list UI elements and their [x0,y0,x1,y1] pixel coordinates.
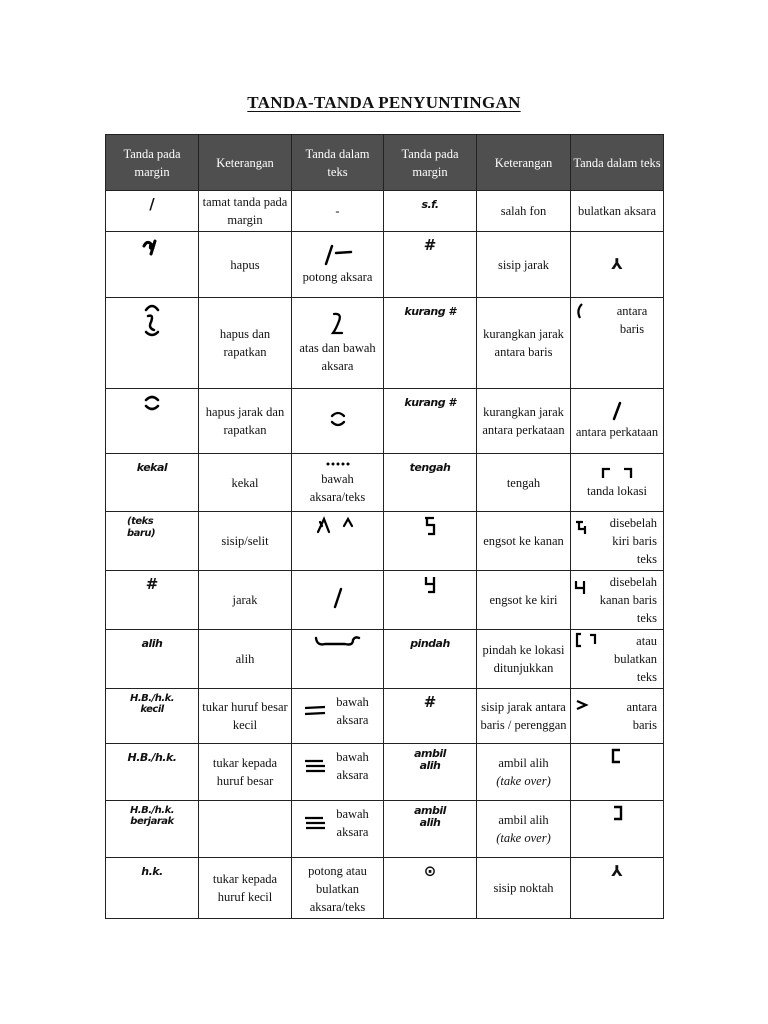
description-italic: (take over) [496,774,551,788]
description-cell [477,801,571,858]
description-cell: sisip jarak [477,232,571,298]
above-below-mark-icon [328,311,348,337]
triple-underline-icon [303,816,327,830]
text-mark-label: antara perkataan [575,425,659,439]
text-mark-label: bawah aksara [336,750,369,782]
description-cell: sisip noktah [477,858,571,919]
description-cell: kurangkan jarak antara baris [477,298,571,389]
text-mark-cell: bulatkan aksara [571,191,664,232]
text-mark [292,571,384,630]
margin-mark [384,232,477,298]
table-row [106,298,664,389]
description-cell: engsot ke kanan [477,512,571,571]
reduce-space-mark: kurang # [404,396,456,409]
description-cell: tamat tanda pada margin [199,191,292,232]
margin-mark [106,232,199,298]
description-cell: kekal [199,454,292,512]
description-cell: sisip jarak antara baris / perenggan [477,689,571,744]
margin-mark [106,191,199,232]
description-cell: sisip/selit [199,512,292,571]
text-mark [292,689,384,744]
text-mark [292,801,384,858]
text-mark [571,571,664,630]
margin-mark [106,801,199,858]
transpose-mark: alih [141,637,163,650]
text-mark-label: bawah aksara [336,807,369,839]
dash-mark: - [335,204,340,218]
angle-insert-icon [574,698,590,712]
triple-underline-icon [303,759,327,773]
header-description-1: Keterangan [199,135,292,191]
hash-mark-icon: # [423,693,437,711]
description-cell: hapus [199,232,292,298]
text-mark [292,512,384,571]
text-mark [292,454,384,512]
description-cell: kurangkan jarak antara perkataan [477,389,571,454]
description-cell: engsot ke kiri [477,571,571,630]
text-mark [571,630,664,689]
table-row [106,389,664,454]
uppercase-mark: H.B./h.k. [127,751,177,764]
table-row [106,454,664,512]
description-cell: jarak [199,571,292,630]
slash-mark-icon [610,401,624,421]
header-margin-mark-2: Tanda pada margin [384,135,477,191]
insert-text-mark: (teks baru) [127,516,156,539]
margin-mark [384,689,477,744]
transpose-curve-icon [313,634,363,650]
margin-mark [106,389,199,454]
description-text: ambil alih [498,756,549,770]
table-row [106,630,664,689]
margin-mark [384,801,477,858]
table-row [106,191,664,232]
margin-mark [106,858,199,919]
text-mark [571,801,664,858]
description-cell [477,744,571,801]
text-mark [571,454,664,512]
text-mark [292,630,384,689]
margin-mark [384,298,477,389]
caret-insert-icon: ⅄ [611,255,623,273]
text-mark [571,858,664,919]
caret-insert-icon: ⅄ [611,862,623,880]
center-mark: tengah [409,461,451,474]
delete-close-up-mark-icon [142,302,162,338]
margin-mark [106,689,199,744]
text-mark [571,744,664,801]
text-mark [571,298,664,389]
description-cell: tukar kepada huruf kecil [199,858,292,919]
stet-mark: kekal [136,461,168,474]
description-cell: tukar huruf besar kecil [199,689,292,744]
close-up-mark-icon [328,408,348,430]
margin-mark [384,191,477,232]
table-row [106,744,664,801]
description-text: ambil alih [498,813,549,827]
text-mark [292,389,384,454]
move-mark: pindah [410,637,450,650]
margin-mark [384,858,477,919]
description-cell: alih [199,630,292,689]
table-row [106,232,664,298]
description-cell: tukar kepada huruf besar [199,744,292,801]
table-row [106,801,664,858]
text-mark [292,191,384,232]
reduce-space-mark: kurang # [404,305,456,318]
text-mark-label: atau bulatkan teks [613,634,657,684]
table-row [106,512,664,571]
close-up-mark-icon [143,393,161,413]
text-mark-label: atas dan bawah aksara [299,341,376,373]
insert-period-icon: ⊙ [423,862,437,880]
text-mark-label: bawah aksara [336,695,369,727]
margin-mark [384,630,477,689]
strike-through-mark-icon [321,244,355,266]
open-bracket-icon [574,302,584,322]
slash-mark-icon [331,587,345,609]
text-mark-label: potong aksara [302,269,373,284]
wrong-font-mark: s.f. [421,198,439,211]
text-mark [571,232,664,298]
text-mark [292,232,384,298]
text-mark-label: antara baris [616,304,648,336]
text-mark [292,744,384,801]
description-italic: (take over) [496,831,551,845]
margin-mark [106,454,199,512]
header-margin-mark-1: Tanda pada margin [106,135,199,191]
text-mark [571,512,664,571]
margin-mark [384,454,477,512]
double-underline-icon [303,705,327,717]
description-cell: pindah ke lokasi ditunjukkan [477,630,571,689]
page-title: TANDA-TANDA PENYUNTINGAN [247,93,521,112]
dotted-underline-icon [325,460,351,468]
margin-mark [106,630,199,689]
change-case-mark: H.B./h.k. kecil [130,693,175,715]
header-text-mark-1: Tanda dalam teks [292,135,384,191]
hash-mark-icon: # [423,236,437,254]
text-mark [292,298,384,389]
text-mark-label: tanda lokasi [586,483,648,498]
margin-mark [384,389,477,454]
description-cell: hapus dan rapatkan [199,298,292,389]
move-left-mark-icon [422,575,438,595]
table-row [106,858,664,919]
text-mark-cell: potong atau bulatkan aksara/teks [292,858,384,919]
text-mark [571,689,664,744]
margin-mark [384,744,477,801]
margin-mark [384,512,477,571]
delete-mark-icon [141,236,163,256]
table-row [106,571,664,630]
close-bracket-icon [610,805,624,821]
slash-mark-icon: / [149,195,155,213]
margin-mark [106,512,199,571]
text-mark-label: disebelah kanan baris teks [599,575,657,625]
table-header-row [106,135,664,191]
move-left-mark-icon [574,573,588,595]
margin-mark [384,571,477,630]
header-description-2: Keterangan [477,135,571,191]
move-right-mark-icon [574,514,588,536]
description-cell: hapus jarak dan rapatkan [199,389,292,454]
open-bracket-icon [610,748,624,764]
spaced-caps-mark: H.B./h.k. berjarak [129,805,175,827]
bracket-move-icon [574,632,598,648]
proofreading-marks-table [105,134,664,919]
table-row [106,689,664,744]
text-mark [571,389,664,454]
location-corner-icon [600,466,634,480]
description-cell: tengah [477,454,571,512]
description-cell: salah fon [477,191,571,232]
text-mark-label: bawah aksara/teks [309,471,366,504]
margin-mark [106,571,199,630]
lowercase-mark: h.k. [141,865,163,878]
caret-insert-icon [316,516,360,534]
move-right-mark-icon [422,516,438,536]
text-mark-label: disebelah kiri baris teks [609,516,657,566]
take-over-mark: ambil alih [414,804,446,829]
description-cell [199,801,292,858]
header-text-mark-2: Tanda dalam teks [571,135,664,191]
take-over-mark: ambil alih [414,747,446,772]
hash-mark-icon: # [145,575,159,593]
margin-mark [106,298,199,389]
margin-mark [106,744,199,801]
text-mark-label: antara baris [626,700,657,732]
